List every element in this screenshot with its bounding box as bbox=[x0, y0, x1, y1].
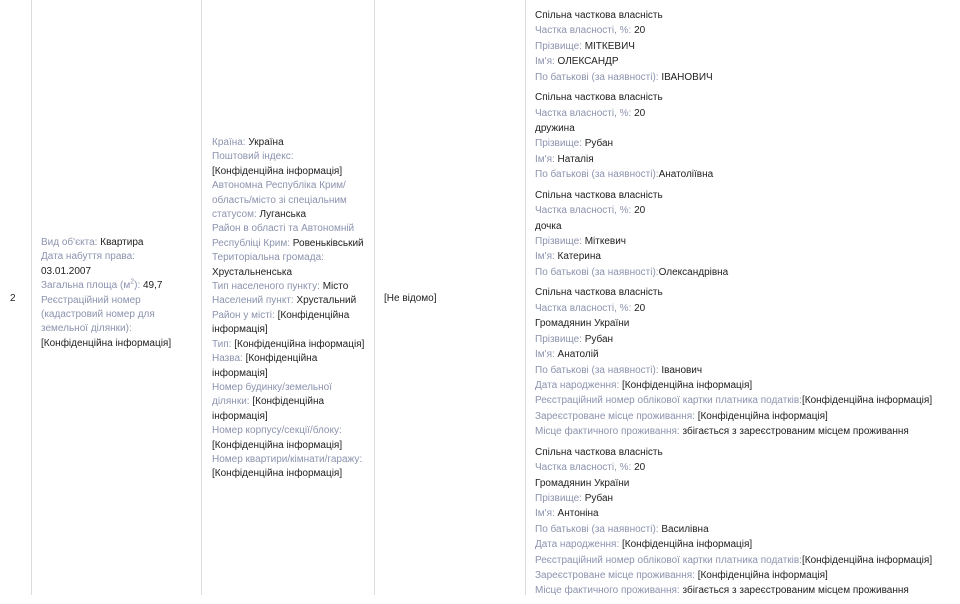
owner-field-value: 20 bbox=[634, 25, 646, 37]
owner-tax bbox=[535, 553, 960, 568]
owner-patronymic bbox=[535, 363, 960, 378]
address-field-value: Місто bbox=[322, 281, 349, 293]
address-field bbox=[212, 338, 366, 352]
owner-tax bbox=[535, 393, 960, 408]
address-field-label: Тип: bbox=[212, 338, 232, 350]
owner-actual-addr bbox=[535, 583, 960, 598]
owner-ownership-text: Спільна часткова власність bbox=[535, 446, 663, 458]
owner-ownership-text: Спільна часткова власність bbox=[535, 10, 663, 21]
row-number-cell bbox=[0, 0, 31, 595]
owner-field-label: По батькові (за наявності): bbox=[535, 523, 659, 535]
address-field-label: Номер квартири/кімнати/гаражу: bbox=[212, 453, 363, 465]
owner-surname bbox=[535, 39, 960, 54]
owner-field-label: Зареєстроване місце проживання: bbox=[535, 410, 695, 422]
address-field bbox=[212, 280, 366, 294]
owner-ownership bbox=[535, 285, 960, 300]
row-number: 2 bbox=[10, 293, 16, 304]
owner-share bbox=[535, 106, 960, 121]
owner-ownership bbox=[535, 90, 960, 105]
owner-entry bbox=[535, 285, 960, 439]
address-field-label: Район у місті: bbox=[212, 309, 275, 321]
address-field-label: Країна: bbox=[212, 137, 246, 148]
owner-actual-addr bbox=[535, 424, 960, 439]
address-field bbox=[212, 150, 366, 179]
owner-share bbox=[535, 301, 960, 316]
owner-field-value: Іванович bbox=[661, 364, 703, 376]
address-field-label: Район в області та Автономній Республіці Крим: bbox=[212, 223, 355, 249]
owner-ownership bbox=[535, 8, 960, 23]
owner-field-label: Прізвище: bbox=[535, 236, 582, 248]
owner-field-label: По батькові (за наявності): bbox=[535, 169, 659, 181]
owner-field-label: Місце фактичного проживання: bbox=[535, 585, 680, 597]
address-field bbox=[212, 251, 366, 280]
object-type-label: Вид об'єкта: bbox=[41, 237, 98, 248]
owner-field-value: 20 bbox=[634, 107, 646, 119]
owner-field-label: Частка власності, %: bbox=[535, 462, 632, 474]
owner-relation bbox=[535, 121, 960, 136]
owner-field-label: Прізвище: bbox=[535, 40, 582, 52]
reg-number-label-3: земельної ділянки): bbox=[41, 323, 132, 335]
owner-name bbox=[535, 249, 960, 264]
address-field bbox=[212, 309, 366, 338]
owner-field-label: Частка власності, %: bbox=[535, 25, 632, 37]
owner-field-value: 20 bbox=[634, 205, 646, 217]
unknown-value: [Не відомо] bbox=[384, 293, 437, 304]
owner-field-label: Реєстраційний номер облікової картки платника податків: bbox=[535, 554, 802, 566]
owner-field-label: Прізвище: bbox=[535, 492, 582, 504]
reg-number-value: [Конфіденційна інформація] bbox=[41, 337, 172, 349]
owner-relation bbox=[535, 476, 960, 491]
owner-field-value: [Конфіденційна інформація] bbox=[801, 554, 933, 566]
owner-field-label: Ім'я: bbox=[535, 508, 555, 520]
owner-field-label: Зареєстроване місце проживання: bbox=[535, 569, 695, 581]
owner-relation bbox=[535, 316, 960, 331]
owner-surname bbox=[535, 234, 960, 249]
owner-entry bbox=[535, 8, 960, 85]
owner-field-value: Анатолій bbox=[557, 349, 599, 361]
unknown-cell bbox=[374, 0, 525, 595]
address-field-label: Автономна Республіка Крим/ область/місто зі спеціальним статусом: bbox=[212, 180, 347, 221]
owner-field-label: По батькові (за наявності): bbox=[535, 71, 659, 83]
owner-field-label: Частка власності, %: bbox=[535, 205, 632, 217]
owner-share bbox=[535, 460, 960, 475]
owner-ownership-text: Спільна часткова власність bbox=[535, 189, 663, 201]
owner-share bbox=[535, 203, 960, 218]
owner-birth bbox=[535, 378, 960, 393]
address-field-value: [Конфіденційна інформація] bbox=[234, 338, 365, 350]
owners-list bbox=[535, 8, 960, 604]
owner-reg-addr bbox=[535, 409, 960, 424]
owner-surname bbox=[535, 136, 960, 151]
area-value: 49,7 bbox=[143, 280, 163, 292]
owner-field-label: Дата народження: bbox=[535, 379, 620, 391]
owner-birth bbox=[535, 537, 960, 552]
owner-field-label: Місце фактичного проживання: bbox=[535, 426, 680, 438]
address-field-label: Тип населеного пункту: bbox=[212, 281, 320, 293]
owner-field-value: Рубан bbox=[584, 138, 614, 150]
area-label: Загальна площа $(м^2)$: bbox=[41, 278, 141, 292]
owner-field-value: [Конфіденційна інформація] bbox=[697, 569, 828, 581]
owner-field-label: Ім'я: bbox=[535, 251, 555, 263]
owner-field-value: Рубан bbox=[584, 492, 614, 504]
owner-field-value: Антоніна bbox=[557, 508, 599, 520]
owner-field-value: [Конфіденційна інформація] bbox=[622, 379, 753, 391]
address-field-value: [Конфіденційна інформація] bbox=[212, 165, 343, 177]
owner-field-label: Дата народження: bbox=[535, 539, 620, 551]
owner-field-value: [Конфіденційна інформація] bbox=[622, 539, 753, 551]
owner-name bbox=[535, 506, 960, 521]
owner-patronymic bbox=[535, 167, 960, 182]
address-field-label: Територіальна громада: bbox=[212, 252, 324, 264]
address-field-label: Населений пункт: bbox=[212, 295, 294, 307]
owner-field-label: По батькові (за наявності): bbox=[535, 266, 659, 278]
owner-field-value: збігається з зареєстрованим місцем проживання bbox=[682, 426, 909, 438]
owner-field-label: Ім'я: bbox=[535, 56, 555, 68]
owner-field-label: Реєстраційний номер облікової картки платника податків: bbox=[535, 395, 802, 407]
owner-relation-text: Громадянин України bbox=[535, 477, 630, 489]
address-field bbox=[212, 222, 366, 251]
owners-cell bbox=[525, 0, 960, 595]
owner-field-label: Частка власності, %: bbox=[535, 302, 632, 314]
owner-ownership bbox=[535, 188, 960, 203]
address-field-value: Україна bbox=[248, 137, 284, 148]
owner-field-value: МІТКЕВИЧ bbox=[584, 40, 635, 52]
owner-patronymic bbox=[535, 70, 960, 85]
acquisition-date-value: 03.01.2007 bbox=[41, 265, 92, 277]
owner-ownership bbox=[535, 445, 960, 460]
address-block bbox=[212, 136, 366, 482]
owner-field-label: Ім'я: bbox=[535, 153, 555, 165]
owner-field-value: ОЛЕКСАНДР bbox=[557, 56, 619, 68]
address-cell bbox=[201, 0, 374, 595]
address-field bbox=[212, 424, 366, 453]
owner-patronymic bbox=[535, 265, 960, 280]
owner-name bbox=[535, 347, 960, 362]
address-field-label: Назва: bbox=[212, 353, 243, 365]
owner-field-value: Наталія bbox=[557, 153, 594, 165]
owner-field-value: ІВАНОВИЧ bbox=[661, 71, 713, 83]
address-field-value: [Конфіденційна інформація] bbox=[212, 396, 325, 422]
object-type-value: Квартира bbox=[100, 237, 144, 248]
object-cell bbox=[31, 0, 201, 595]
address-field-value: Ровеньківський bbox=[292, 237, 364, 249]
owner-field-value: Олександрівна bbox=[658, 266, 729, 278]
reg-number-label-1: Реєстраційний номер bbox=[41, 294, 141, 306]
address-field bbox=[212, 453, 366, 482]
address-field-value: [Конфіденційна інформація] bbox=[212, 468, 343, 480]
owner-entry bbox=[535, 188, 960, 280]
owner-name bbox=[535, 152, 960, 167]
address-field-value: Луганська bbox=[259, 209, 307, 221]
address-field-value: [Конфіденційна інформація] bbox=[212, 353, 318, 379]
owner-field-label: Прізвище: bbox=[535, 333, 582, 345]
owner-ownership-text: Спільна часткова власність bbox=[535, 92, 663, 104]
owner-ownership-text: Спільна часткова власність bbox=[535, 287, 663, 299]
owner-entry bbox=[535, 445, 960, 599]
address-field bbox=[212, 136, 366, 150]
owner-entry bbox=[535, 90, 960, 182]
address-field bbox=[212, 179, 366, 222]
owner-relation-text: дочка bbox=[535, 220, 562, 232]
owner-field-value: 20 bbox=[634, 462, 646, 474]
owner-field-label: Частка власності, %: bbox=[535, 107, 632, 119]
address-field bbox=[212, 352, 366, 381]
address-field bbox=[212, 294, 366, 308]
acquisition-date-label: Дата набуття права: bbox=[41, 251, 135, 263]
address-field-label: Номер корпусу/секції/блоку: bbox=[212, 425, 342, 437]
address-field-value: Хрустальненська bbox=[212, 266, 293, 278]
owner-field-value: Василівна bbox=[661, 523, 709, 535]
address-field-label: Номер будинку/земельної ділянки: bbox=[212, 381, 332, 408]
address-field-value: Хрустальний bbox=[296, 295, 357, 307]
owner-field-value: Міткевич bbox=[584, 236, 626, 248]
reg-number-label-2: (кадастровий номер для bbox=[41, 309, 155, 321]
address-field-value: [Конфіденційна інформація] bbox=[212, 309, 350, 336]
owner-field-value: 20 bbox=[634, 302, 646, 314]
owner-field-value: Анатоліївна bbox=[658, 169, 714, 181]
owner-surname bbox=[535, 332, 960, 347]
owner-patronymic bbox=[535, 522, 960, 537]
owner-field-label: Ім'я: bbox=[535, 349, 555, 361]
owner-field-value: [Конфіденційна інформація] bbox=[801, 395, 933, 407]
owner-field-value: збігається з зареєстрованим місцем проживання bbox=[682, 585, 909, 597]
address-field-label: Поштовий індекс: bbox=[212, 151, 294, 163]
owner-field-value: [Конфіденційна інформація] bbox=[697, 410, 828, 422]
owner-field-value: Катерина bbox=[557, 251, 601, 263]
owner-surname bbox=[535, 491, 960, 506]
owner-field-label: По батькові (за наявності): bbox=[535, 364, 659, 376]
owner-relation bbox=[535, 219, 960, 234]
address-field bbox=[212, 381, 366, 424]
owner-field-value: Рубан bbox=[584, 333, 614, 345]
owner-relation-text: Громадянин України bbox=[535, 318, 630, 330]
address-field-value: [Конфіденційна інформація] bbox=[212, 439, 343, 451]
owner-field-label: Прізвище: bbox=[535, 138, 582, 150]
owner-name bbox=[535, 54, 960, 69]
owner-share bbox=[535, 23, 960, 38]
owner-relation-text: дружина bbox=[535, 123, 575, 135]
owner-reg-addr bbox=[535, 568, 960, 583]
